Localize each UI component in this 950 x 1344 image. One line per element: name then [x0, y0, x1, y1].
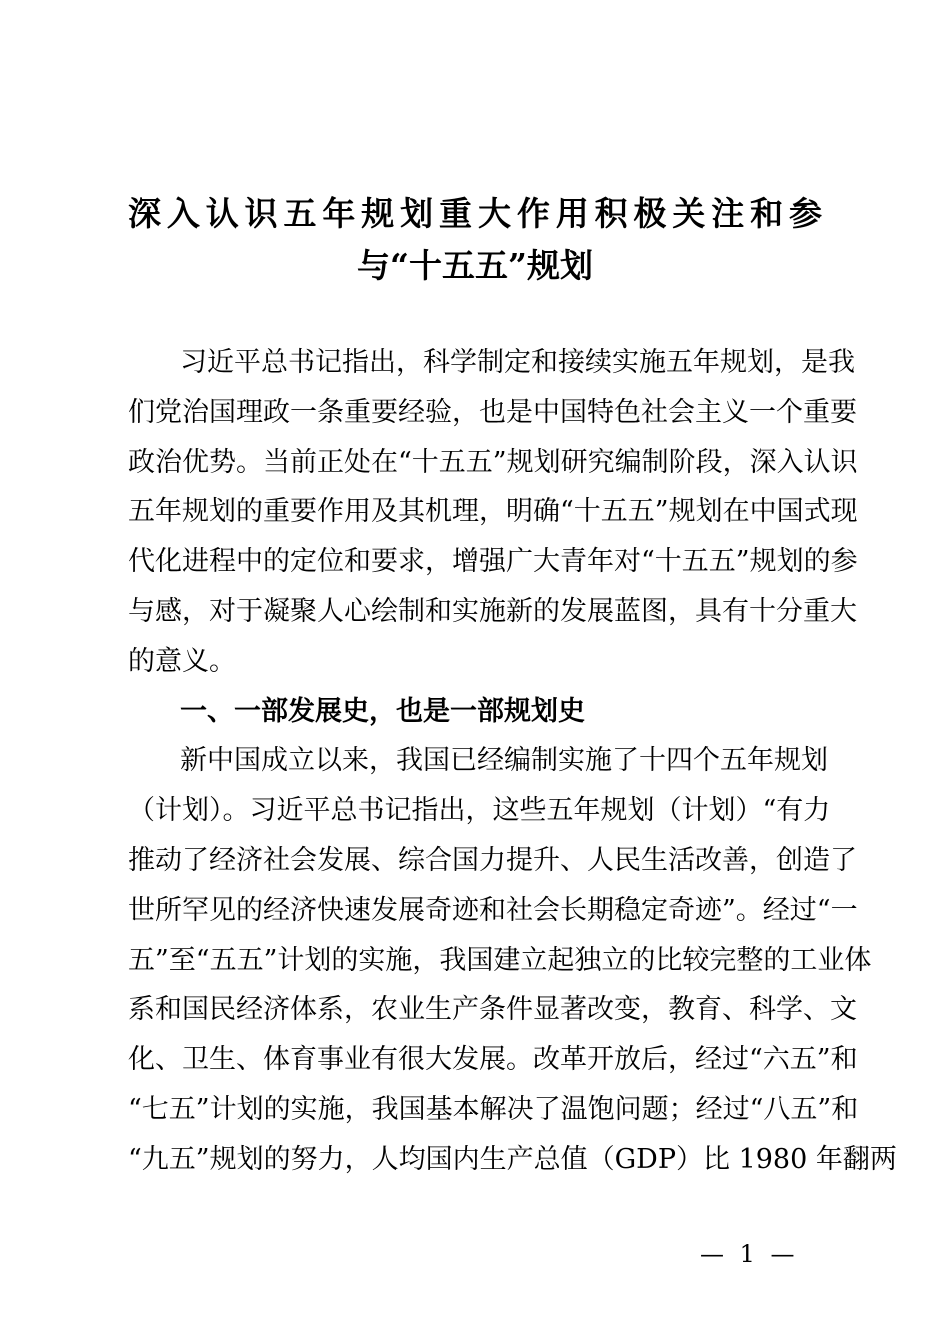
text-line: 的意义。 [128, 645, 236, 677]
text-line: 系和国民经济体系，农业生产条件显著改变，教育、科学、文 [128, 994, 857, 1026]
text-line: 化、卫生、体育事业有很大发展。改革开放后，经过“六五”和 [128, 1044, 858, 1076]
text-line: “九五”规划的努力，人均国内生产总值（GDP）比 1980 年翻两 [128, 1143, 897, 1175]
document-body [128, 338, 897, 1185]
paragraph-intro [128, 338, 858, 687]
text-line: 们党治国理政一条重要经验，也是中国特色社会主义一个重要 [128, 396, 857, 428]
text-line: 政治优势。当前正处在“十五五”规划研究编制阶段，深入认识 [128, 446, 858, 478]
text-line: 世所罕见的经济快速发展奇迹和社会长期稳定奇迹”。经过“一 [128, 894, 858, 926]
text-line: 代化进程中的定位和要求，增强广大青年对“十五五”规划的参 [128, 546, 858, 578]
section-heading: 一、一部发展史，也是一部规划史 [180, 695, 585, 727]
title-line-1: 深入认识五年规划重大作用积极关注和参 [128, 194, 822, 233]
paragraph-history [128, 736, 897, 1184]
text-line: 与感，对于凝聚人心绘制和实施新的发展蓝图，具有十分重大 [128, 595, 857, 627]
text-line: （计划）。习近平总书记指出，这些五年规划（计划）“有力 [128, 795, 831, 827]
text-line: 推动了经济社会发展、综合国力提升、人民生活改善，创造了 [128, 844, 857, 876]
text-line: 习近平总书记指出，科学制定和接续实施五年规划，是我 [180, 347, 855, 378]
text-line: 五年规划的重要作用及其机理，明确“十五五”规划在中国式现 [128, 496, 858, 528]
text-line: 五”至“五五”计划的实施，我国建立起独立的比较完整的工业体 [128, 944, 872, 976]
page-number: — 1 — [700, 1240, 799, 1268]
text-line: 新中国成立以来，我国已经编制实施了十四个五年规划 [180, 745, 828, 777]
title-line-2: 与“十五五”规划 [357, 246, 593, 285]
text-line: “七五”计划的实施，我国基本解决了温饱问题；经过“八五”和 [128, 1093, 859, 1125]
